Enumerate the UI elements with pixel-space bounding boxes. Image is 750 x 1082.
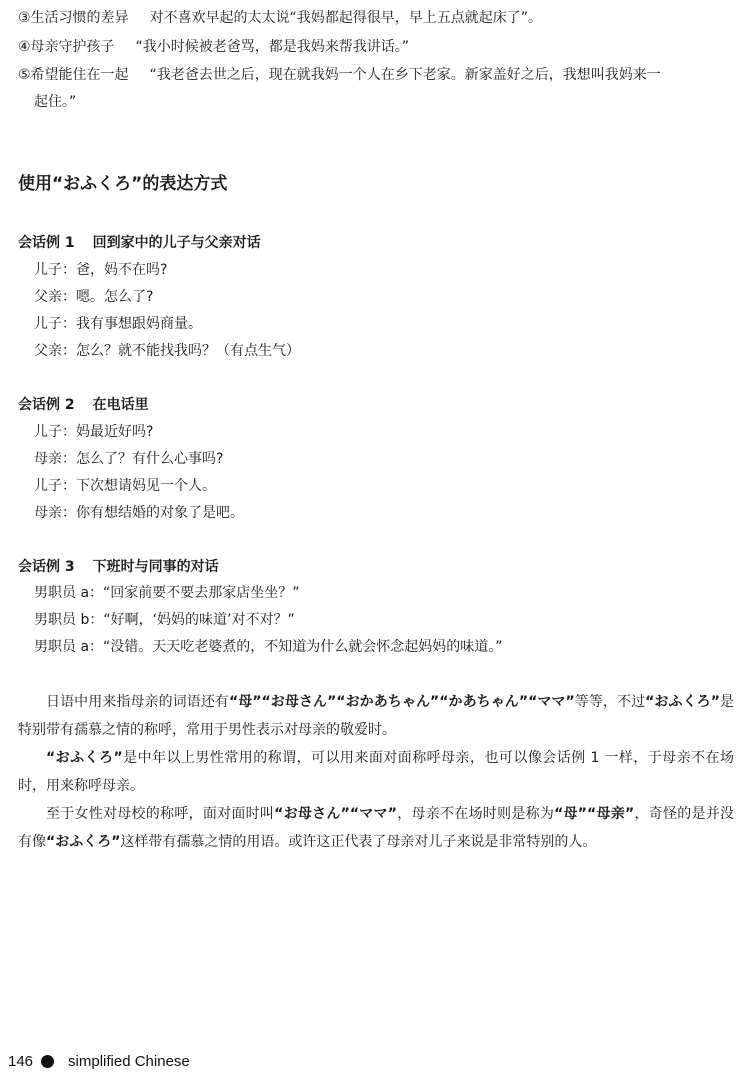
text-run: ，母亲不在场时则是称为: [397, 806, 555, 822]
section-title: 使用“おふくろ”的表达方式: [18, 174, 228, 194]
dialog-heading-3: [18, 557, 219, 577]
term-list: “母”“母亲”: [554, 806, 635, 822]
term-ofukuro: “おふくろ”: [46, 834, 121, 850]
footer-label: simplified Chinese: [68, 1052, 190, 1070]
paragraph-2: [18, 744, 734, 800]
dialog-line: 父亲：怎么？就不能找我吗？（有点生气）: [34, 343, 300, 359]
reason-quote: 对不喜欢早起的太太说“我妈都起得很早，早上五点就起床了”。: [149, 10, 542, 26]
paragraph-1: [18, 688, 734, 744]
reason-quote-continued: 起住。”: [34, 94, 77, 110]
dialog-line: 儿子：我有事想跟妈商量。: [34, 316, 202, 332]
dialog-line: 母亲：怎么了？有什么心事吗?: [34, 451, 224, 467]
dialog-number: 会话例 3: [18, 559, 75, 575]
text-run: 等等，不过: [574, 694, 646, 710]
term-list: “母”“お母さん”“おかあちゃん”“かあちゃん”“ママ”: [228, 694, 575, 710]
dialog-number: 会话例 2: [18, 397, 75, 413]
term-ofukuro: “おふくろ”: [645, 694, 720, 710]
dialog-heading-2: [18, 395, 149, 415]
term-list: “お母さん”“ママ”: [274, 806, 397, 822]
text-run: 至于女性对母校的称呼，面对面时叫: [46, 806, 275, 822]
dialog-line: 父亲：嗯。怎么了?: [34, 289, 154, 305]
text-run: 是特别带有孺慕之情的称呼，常用于男性表示对母亲的敬爱时。: [18, 694, 735, 738]
dialog-line: 儿子：爸，妈不在吗?: [34, 262, 168, 278]
reason-quote: “我老爸去世之后，现在就我妈一个人在乡下老家。新家盖好之后，我想叫我妈来一: [149, 67, 661, 83]
page-footer: [8, 1050, 190, 1072]
dialog-line: 儿子：下次想请妈见一个人。: [34, 478, 216, 494]
text-run: 是中年以上男性常用的称谓，可以用来面对面称呼母亲，也可以像会话例 1 一样，于母亲不在场时，用来称呼母亲。: [18, 750, 734, 794]
dialog-line: 母亲：你有想结婚的对象了是吧。: [34, 505, 244, 521]
dialog-number: 会话例 1: [18, 235, 75, 251]
reason-item-4: [18, 37, 409, 57]
dialog-topic: 回到家中的儿子与父亲对话: [92, 235, 261, 251]
reason-item-3: [18, 8, 542, 28]
text-run: 日语中用来指母亲的词语还有: [46, 694, 229, 710]
bullet-dot-icon: [41, 1055, 54, 1068]
reason-quote: “我小时候被老爸骂，都是我妈来帮我讲话。”: [135, 39, 409, 55]
dialog-topic: 下班时与同事的对话: [92, 559, 219, 575]
dialog-line: 男职员 a：“回家前要不要去那家店坐坐？”: [34, 585, 300, 601]
dialog-line: 男职员 b：“好啊，‘妈妈的味道’对不对？”: [34, 612, 295, 628]
paragraph-3: [18, 800, 734, 856]
dialog-topic: 在电话里: [92, 397, 149, 413]
text-run: ，奇怪的是并没有像: [18, 806, 734, 850]
dialog-line: 儿子：妈最近好吗?: [34, 424, 154, 440]
term-ofukuro: “おふくろ”: [46, 750, 123, 766]
dialog-line: 男职员 a：“没错。天天吃老婆煮的，不知道为什么就会怀念起妈妈的味道。”: [34, 639, 503, 655]
reason-label: ⑤希望能住在一起: [18, 67, 129, 83]
reason-item-5-continued: [34, 92, 76, 112]
page-number: 146: [8, 1052, 34, 1070]
reason-item-5: [18, 65, 661, 85]
text-run: 这样带有孺慕之情的用语。或许这正代表了母亲对儿子来说是非常特别的人。: [120, 834, 597, 850]
reason-label: ④母亲守护孩子: [18, 39, 115, 55]
reason-label: ③生活习惯的差异: [18, 10, 129, 26]
dialog-heading-1: [18, 233, 261, 253]
